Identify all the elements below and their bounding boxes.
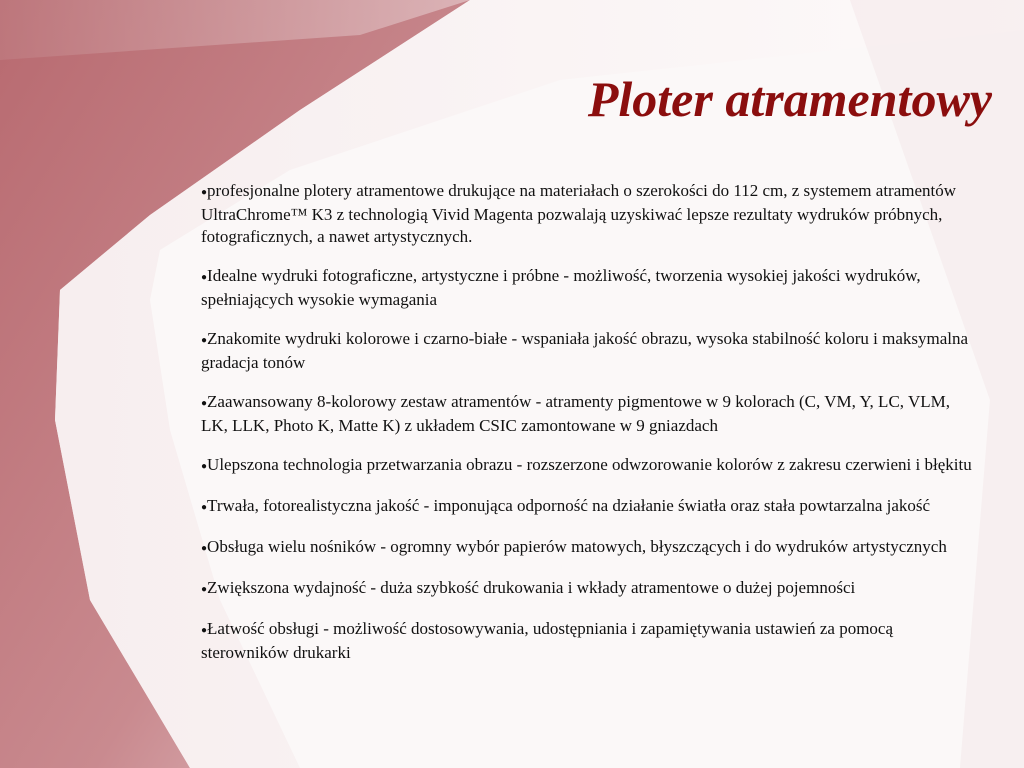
bullet-item <box>201 618 981 664</box>
bullet-text: profesjonalne plotery atramentowe drukujące na materiałach o szerokości do 112 cm, z systemem atramentów UltraChrome™ K3 z technologią Vivid Magenta pozwalają uzyskiwać lepsze rezultaty wydruków próbnych, fotograficznych, a nawet artystycznych. <box>201 181 957 246</box>
bullet-icon: ● <box>201 543 208 554</box>
bullet-icon: ● <box>201 461 208 472</box>
bullet-item <box>201 265 981 311</box>
bullet-list <box>201 180 981 681</box>
slide-title: Ploter atramentowy <box>587 71 992 127</box>
bullet-icon: ● <box>201 625 208 636</box>
bullet-text: Zwiększona wydajność - duża szybkość drukowania i wkłady atramentowe o dużej pojemności <box>207 578 856 597</box>
bullet-text: Łatwość obsługi - możliwość dostosowywania, udostępniania i zapamiętywania ustawień za pomocą sterowników drukarki <box>201 619 894 662</box>
bullet-icon: ● <box>201 502 208 513</box>
bullet-text: Idealne wydruki fotograficzne, artystyczne i próbne - możliwość, tworzenia wysokiej jakości wydruków, spełniających wysokie wymagania <box>201 266 921 309</box>
bullet-text: Obsługa wielu nośników - ogromny wybór papierów matowych, błyszczących i do wydruków artystycznych <box>207 537 947 556</box>
bullet-icon: ● <box>201 272 208 283</box>
bullet-item <box>201 391 981 437</box>
bullet-item <box>201 180 981 248</box>
bullet-item <box>201 577 981 601</box>
bullet-text: Zaawansowany 8-kolorowy zestaw atramentów - atramenty pigmentowe w 9 kolorach (C, VM, Y, LC, VLM, LK, LLK, Photo K, Matte K) z układem CSIC zamontowane w 9 gniazdach <box>201 392 950 435</box>
bullet-item <box>201 495 981 519</box>
bullet-icon: ● <box>201 187 208 198</box>
bullet-text: Ulepszona technologia przetwarzania obrazu - rozszerzone odwzorowanie kolorów z zakresu czerwieni i błękitu <box>207 455 972 474</box>
bullet-text: Trwała, fotorealistyczna jakość - imponująca odporność na działanie światła oraz stała powtarzalna jakość <box>207 496 931 515</box>
bullet-icon: ● <box>201 398 208 409</box>
bullet-icon: ● <box>201 584 208 595</box>
bullet-item <box>201 536 981 560</box>
bullet-text: Znakomite wydruki kolorowe i czarno-białe - wspaniała jakość obrazu, wysoka stabilność koloru i maksymalna gradacja tonów <box>201 329 969 372</box>
bullet-icon: ● <box>201 335 208 346</box>
bullet-item <box>201 454 981 478</box>
bullet-item <box>201 328 981 374</box>
